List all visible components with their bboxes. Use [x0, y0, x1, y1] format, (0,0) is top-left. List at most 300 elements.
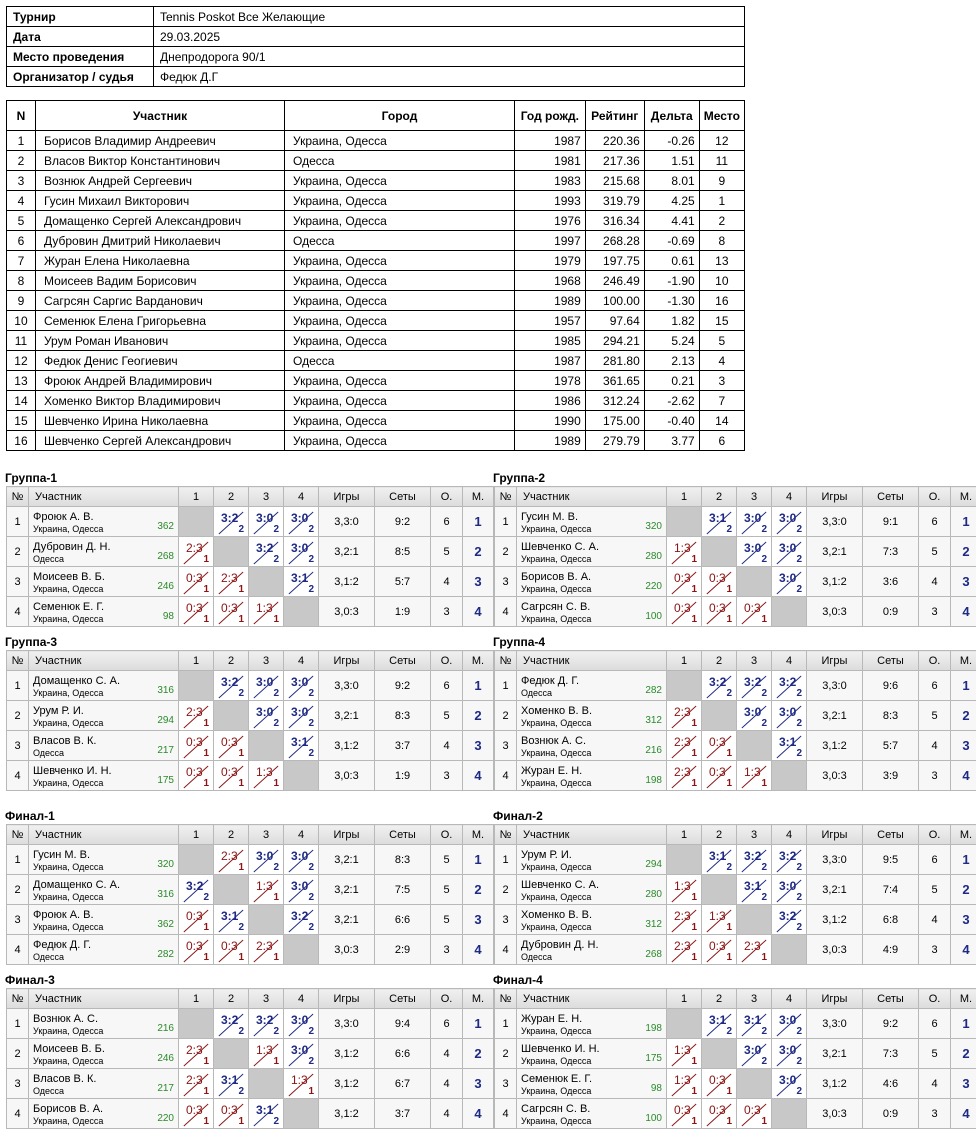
participant-cell: [29, 905, 179, 935]
points-cell: 4: [919, 731, 951, 761]
player-birth-year: 1987: [514, 131, 585, 151]
participant-name: Семенюк Е. Г.: [521, 1072, 593, 1085]
match-score-cell: [179, 935, 214, 965]
player-delta: 3.77: [644, 431, 699, 451]
place-cell: 4: [463, 761, 494, 791]
points-cell: 5: [919, 537, 951, 567]
match-score-cell: [249, 507, 284, 537]
participant-city: Украина, Одесса: [521, 891, 592, 902]
match-points: 2: [308, 922, 314, 933]
row-number: 1: [7, 845, 29, 875]
games-cell: 3,0:3: [807, 597, 863, 627]
group-row: [495, 537, 976, 567]
match-score-cell: [737, 875, 772, 905]
match-score-cell: [702, 845, 737, 875]
player-birth-year: 1989: [514, 431, 585, 451]
match-points: 1: [203, 584, 209, 595]
players-header-row: [7, 101, 745, 131]
self-cell: [214, 701, 249, 731]
player-rating: 294.21: [585, 331, 644, 351]
participant-cell: [517, 567, 667, 597]
match-score-cell: [737, 507, 772, 537]
group-row: [7, 845, 494, 875]
info-row: [7, 67, 745, 87]
self-cell: [179, 845, 214, 875]
participant-city: Украина, Одесса: [33, 687, 104, 698]
match-score-cell: [179, 761, 214, 791]
match-points: 2: [273, 1026, 279, 1037]
col-header-opp-1: 1: [667, 651, 702, 671]
match-points: 1: [203, 952, 209, 963]
match-points: 1: [203, 1056, 209, 1067]
col-header-opp-2: 2: [702, 825, 737, 845]
player-birth-year: 1968: [514, 271, 585, 291]
match-score: 0:3: [709, 765, 726, 779]
row-number: 2: [7, 701, 29, 731]
group-grid: [494, 486, 976, 627]
group-header-row: [7, 487, 494, 507]
match-score: 3:0: [779, 1013, 797, 1027]
points-cell: 6: [919, 1009, 951, 1039]
match-points: 2: [761, 892, 767, 903]
match-score: 1:3: [674, 1073, 691, 1087]
col-header-sets: Сеты: [863, 825, 919, 845]
col-header-sets: Сеты: [863, 487, 919, 507]
match-score: 1:3: [709, 909, 726, 923]
group-row: [495, 875, 976, 905]
sets-cell: 5:7: [375, 567, 431, 597]
col-header-opp-2: 2: [702, 651, 737, 671]
participant-cell: [517, 701, 667, 731]
player-rating: 100.00: [585, 291, 644, 311]
col-header-opp-2: 2: [214, 651, 249, 671]
self-cell: [179, 671, 214, 701]
match-score-cell: [179, 1069, 214, 1099]
participant-cell: [517, 1099, 667, 1129]
participant-rating: 280: [645, 889, 662, 900]
player-row: [7, 231, 745, 251]
match-score: 0:3: [674, 601, 691, 615]
match-score: 0:3: [186, 765, 203, 779]
match-score: 3:0: [291, 1043, 309, 1057]
match-points: 2: [238, 524, 244, 535]
match-points: 1: [273, 892, 279, 903]
col-header-place: М.: [463, 825, 494, 845]
player-name: Федюк Денис Геогиевич: [35, 351, 284, 371]
match-points: 2: [308, 688, 314, 699]
self-cell: [772, 1099, 807, 1129]
match-score: 0:3: [186, 1103, 203, 1117]
match-points: 1: [273, 952, 279, 963]
match-points: 2: [726, 524, 732, 535]
match-score: 3:0: [779, 1073, 797, 1087]
participant-cell: [517, 671, 667, 701]
col-header-games: Игры: [807, 487, 863, 507]
player-place: 7: [699, 391, 744, 411]
col-header-place: М.: [463, 487, 494, 507]
participant-name: Урум Р. И.: [33, 704, 84, 717]
col-header-opp-4: 4: [284, 989, 319, 1009]
match-points: 2: [308, 524, 314, 535]
self-cell: [179, 1009, 214, 1039]
match-score-cell: [284, 1069, 319, 1099]
participant-cell: [29, 1039, 179, 1069]
match-score: 3:1: [709, 849, 727, 863]
match-score-cell: [179, 567, 214, 597]
player-place: 8: [699, 231, 744, 251]
match-score-cell: [214, 731, 249, 761]
sets-cell: 8:3: [375, 701, 431, 731]
col-header-participant: Участник: [35, 101, 284, 131]
col-header-points: О.: [431, 651, 463, 671]
participant-name: Гусин М. В.: [33, 848, 91, 861]
match-score-cell: [179, 875, 214, 905]
player-place: 10: [699, 271, 744, 291]
self-cell: [667, 507, 702, 537]
match-points: 1: [273, 1056, 279, 1067]
self-cell: [772, 597, 807, 627]
col-header-points: О.: [431, 825, 463, 845]
games-cell: 3,0:3: [319, 935, 375, 965]
player-rating: 175.00: [585, 411, 644, 431]
match-score: 0:3: [221, 735, 238, 749]
col-header-participant: Участник: [29, 651, 179, 671]
player-place: 4: [699, 351, 744, 371]
player-birth-year: 1987: [514, 351, 585, 371]
col-header-num: №: [7, 651, 29, 671]
match-points: 2: [726, 1026, 732, 1037]
group-row: [495, 1069, 976, 1099]
games-cell: 3,1:2: [807, 1069, 863, 1099]
points-cell: 6: [431, 671, 463, 701]
participant-name: Сагрсян С. В.: [521, 1102, 591, 1115]
place-cell: 2: [463, 875, 494, 905]
match-points: 2: [308, 892, 314, 903]
place-cell: 1: [463, 845, 494, 875]
player-place: 14: [699, 411, 744, 431]
player-number: 11: [7, 331, 36, 351]
match-points: 1: [691, 554, 697, 565]
participant-cell: [517, 935, 667, 965]
group-row: [495, 1039, 976, 1069]
player-rating: 220.36: [585, 131, 644, 151]
player-city: Украина, Одесса: [285, 271, 515, 291]
sets-cell: 8:3: [863, 701, 919, 731]
match-score-cell: [667, 567, 702, 597]
match-score: 3:0: [779, 511, 797, 525]
place-cell: 4: [951, 1099, 976, 1129]
group-row: [495, 671, 976, 701]
match-score-cell: [284, 905, 319, 935]
participant-city: Украина, Одесса: [521, 583, 592, 594]
player-name: Гусин Михаил Викторович: [35, 191, 284, 211]
match-score-cell: [667, 731, 702, 761]
col-header-opp-3: 3: [737, 825, 772, 845]
match-score-cell: [214, 905, 249, 935]
participant-cell: [517, 1069, 667, 1099]
place-cell: 2: [463, 1039, 494, 1069]
points-cell: 6: [431, 507, 463, 537]
participant-rating: 312: [645, 715, 662, 726]
player-delta: 1.51: [644, 151, 699, 171]
player-city: Украина, Одесса: [285, 131, 515, 151]
games-cell: 3,2:1: [319, 701, 375, 731]
match-points: 2: [761, 688, 767, 699]
match-score-cell: [772, 875, 807, 905]
player-name: Шевченко Ирина Николаевна: [35, 411, 284, 431]
group-4-table: [493, 634, 973, 791]
group-row: [7, 597, 494, 627]
match-score-cell: [702, 507, 737, 537]
match-score-cell: [772, 1039, 807, 1069]
sets-cell: 7:5: [375, 875, 431, 905]
group-row: [7, 701, 494, 731]
group-header-row: [495, 487, 976, 507]
player-delta: -0.69: [644, 231, 699, 251]
match-score: 3:1: [744, 1013, 762, 1027]
participant-cell: [517, 1009, 667, 1039]
player-row: [7, 391, 745, 411]
player-place: 3: [699, 371, 744, 391]
games-cell: 3,3:0: [319, 1009, 375, 1039]
sets-cell: 9:5: [863, 845, 919, 875]
match-points: 1: [203, 1086, 209, 1097]
points-cell: 5: [431, 875, 463, 905]
match-points: 1: [238, 584, 244, 595]
group-grid: [494, 650, 976, 791]
games-cell: 3,0:3: [319, 761, 375, 791]
player-delta: -2.62: [644, 391, 699, 411]
self-cell: [772, 761, 807, 791]
col-header-participant: Участник: [517, 651, 667, 671]
match-points: 1: [726, 614, 732, 625]
group-grid: [6, 988, 494, 1129]
self-cell: [667, 1009, 702, 1039]
col-header-opp-3: 3: [737, 487, 772, 507]
match-score: 3:0: [779, 705, 797, 719]
match-points: 1: [691, 1116, 697, 1127]
group-title: Финал-3: [5, 973, 55, 987]
group-row: [495, 761, 976, 791]
match-score: 3:0: [291, 1013, 309, 1027]
col-header-sets: Сеты: [863, 651, 919, 671]
match-score-cell: [737, 671, 772, 701]
points-cell: 5: [919, 1039, 951, 1069]
player-row: [7, 411, 745, 431]
player-name: Хоменко Виктор Владимирович: [35, 391, 284, 411]
sets-cell: 8:3: [375, 845, 431, 875]
row-number: 1: [7, 1009, 29, 1039]
player-row: [7, 211, 745, 231]
match-score-cell: [737, 701, 772, 731]
participant-cell: [29, 567, 179, 597]
col-header-participant: Участник: [29, 487, 179, 507]
group-title: Финал-4: [493, 973, 543, 987]
participant-cell: [29, 731, 179, 761]
place-cell: 4: [951, 761, 976, 791]
participant-rating: 216: [645, 745, 662, 756]
self-cell: [667, 845, 702, 875]
col-header-opp-4: 4: [772, 989, 807, 1009]
player-birth-year: 1957: [514, 311, 585, 331]
match-score: 0:3: [221, 939, 238, 953]
player-birth-year: 1993: [514, 191, 585, 211]
match-points: 2: [238, 1026, 244, 1037]
participant-name: Сагрсян С. В.: [521, 600, 591, 613]
match-score: 0:3: [744, 601, 761, 615]
points-cell: 5: [431, 905, 463, 935]
points-cell: 3: [431, 761, 463, 791]
col-header-opp-4: 4: [284, 487, 319, 507]
match-score-cell: [214, 1009, 249, 1039]
match-score: 3:0: [256, 511, 274, 525]
games-cell: 3,1:2: [319, 1039, 375, 1069]
player-delta: -1.90: [644, 271, 699, 291]
player-delta: 8.01: [644, 171, 699, 191]
participant-cell: [517, 731, 667, 761]
col-header-num: №: [7, 487, 29, 507]
match-score: 0:3: [221, 601, 238, 615]
games-cell: 3,1:2: [807, 731, 863, 761]
match-points: 2: [796, 1086, 802, 1097]
sets-cell: 4:6: [863, 1069, 919, 1099]
col-header-sets: Сеты: [863, 989, 919, 1009]
group-row: [7, 935, 494, 965]
group-row: [7, 875, 494, 905]
match-score-cell: [737, 597, 772, 627]
match-points: 2: [796, 1056, 802, 1067]
player-name: Домащенко Сергей Александрович: [35, 211, 284, 231]
match-score: 1:3: [744, 765, 761, 779]
group-row: [495, 507, 976, 537]
player-rating: 215.68: [585, 171, 644, 191]
points-cell: 3: [919, 935, 951, 965]
participant-city: Украина, Одесса: [521, 1115, 592, 1126]
player-row: [7, 291, 745, 311]
col-header-opp-2: 2: [214, 989, 249, 1009]
match-points: 2: [273, 718, 279, 729]
sets-cell: 5:7: [863, 731, 919, 761]
match-score-cell: [249, 761, 284, 791]
sets-cell: 0:9: [863, 1099, 919, 1129]
points-cell: 4: [919, 905, 951, 935]
col-header-games: Игры: [807, 825, 863, 845]
player-birth-year: 1985: [514, 331, 585, 351]
place-cell: 2: [951, 875, 976, 905]
player-rating: 217.36: [585, 151, 644, 171]
col-header-games: Игры: [807, 989, 863, 1009]
match-score: 3:2: [744, 675, 762, 689]
match-points: 1: [273, 778, 279, 789]
participant-cell: [29, 845, 179, 875]
participant-cell: [29, 1009, 179, 1039]
points-cell: 5: [431, 701, 463, 731]
match-points: 1: [726, 922, 732, 933]
participant-name: Семенюк Е. Г.: [33, 600, 105, 613]
points-cell: 5: [431, 537, 463, 567]
col-header-participant: Участник: [517, 825, 667, 845]
player-number: 8: [7, 271, 36, 291]
match-score: 1:3: [291, 1073, 308, 1087]
match-score: 3:0: [779, 571, 797, 585]
player-city: Украина, Одесса: [285, 431, 515, 451]
participant-city: Украина, Одесса: [521, 553, 592, 564]
player-number: 12: [7, 351, 36, 371]
match-score: 3:2: [186, 879, 204, 893]
match-points: 2: [796, 862, 802, 873]
player-birth-year: 1981: [514, 151, 585, 171]
self-cell: [214, 875, 249, 905]
col-header-place: М.: [951, 651, 976, 671]
participant-rating: 316: [157, 685, 174, 696]
match-score-cell: [179, 597, 214, 627]
player-delta: 2.13: [644, 351, 699, 371]
match-score-cell: [179, 1099, 214, 1129]
match-score: 0:3: [674, 1103, 691, 1117]
participant-cell: [517, 1039, 667, 1069]
match-score-cell: [284, 507, 319, 537]
match-score: 0:3: [186, 601, 203, 615]
place-cell: 4: [463, 935, 494, 965]
match-points: 1: [761, 778, 767, 789]
participant-city: Украина, Одесса: [521, 747, 592, 758]
col-header-place: Место: [699, 101, 744, 131]
match-score-cell: [249, 935, 284, 965]
match-points: 2: [726, 688, 732, 699]
participant-name: Федюк Д. Г.: [521, 674, 580, 687]
participant-name: Урум Р. И.: [521, 848, 572, 861]
player-place: 11: [699, 151, 744, 171]
player-row: [7, 151, 745, 171]
match-points: 2: [308, 584, 314, 595]
player-number: 13: [7, 371, 36, 391]
match-score: 0:3: [709, 735, 726, 749]
participant-rating: 175: [157, 775, 174, 786]
match-points: 2: [761, 1056, 767, 1067]
match-points: 2: [273, 554, 279, 565]
group-header-row: [7, 651, 494, 671]
match-score: 3:0: [256, 675, 274, 689]
match-score: 0:3: [186, 735, 203, 749]
group-title: Группа-2: [493, 471, 546, 485]
place-cell: 3: [463, 567, 494, 597]
match-score: 0:3: [709, 601, 726, 615]
participant-rating: 220: [157, 1113, 174, 1124]
participant-cell: [29, 597, 179, 627]
place-cell: 4: [951, 935, 976, 965]
col-header-opp-2: 2: [214, 487, 249, 507]
match-score: 3:0: [744, 1043, 762, 1057]
col-header-city: Город: [285, 101, 515, 131]
col-header-opp-4: 4: [772, 487, 807, 507]
participant-cell: [29, 761, 179, 791]
player-name: Журан Елена Николаевна: [35, 251, 284, 271]
match-points: 2: [308, 748, 314, 759]
participant-name: Борисов В. А.: [33, 1102, 104, 1115]
participant-rating: 217: [157, 745, 174, 756]
participant-cell: [517, 905, 667, 935]
games-cell: 3,3:0: [319, 507, 375, 537]
participant-rating: 98: [650, 1083, 662, 1094]
group-grid: [6, 486, 494, 627]
info-label: Место проведения: [7, 47, 154, 67]
col-header-opp-3: 3: [737, 989, 772, 1009]
match-score: 0:3: [221, 1103, 238, 1117]
player-rating: 279.79: [585, 431, 644, 451]
player-name: Борисов Владимир Андреевич: [35, 131, 284, 151]
player-number: 10: [7, 311, 36, 331]
games-cell: 3,2:1: [319, 845, 375, 875]
